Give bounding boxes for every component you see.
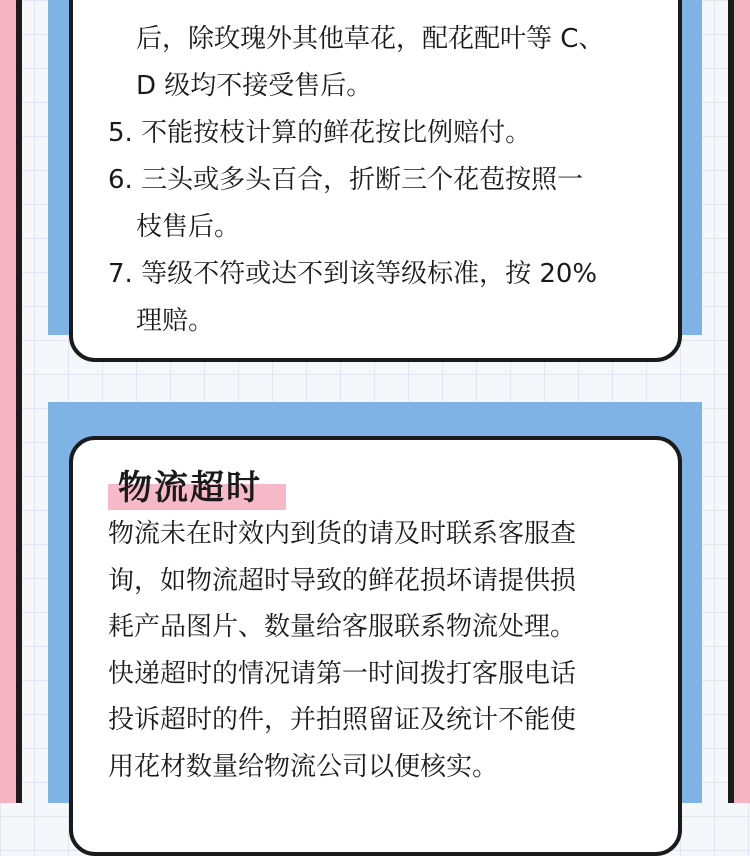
right-dark-border bbox=[728, 0, 734, 803]
policy-line: 枝售后。 bbox=[136, 212, 241, 242]
right-pink-border bbox=[734, 0, 750, 803]
left-dark-border bbox=[16, 0, 22, 803]
section-title: 物流超时 bbox=[118, 468, 262, 508]
policy-line: D 级均不接受售后。 bbox=[136, 71, 373, 101]
policy-line: 后，除玫瑰外其他草花，配花配叶等 C、 bbox=[136, 24, 605, 54]
logistics-body bbox=[108, 511, 710, 790]
body-line: 投诉超时的件，并拍照留证及统计不能使 bbox=[108, 705, 577, 735]
logistics-heading bbox=[108, 462, 262, 514]
left-pink-border bbox=[0, 0, 16, 803]
body-line: 快递超时的情况请第一时间拨打客服电话 bbox=[108, 658, 577, 689]
body-line: 物流未在时效内到货的请及时联系客服查 bbox=[108, 519, 577, 549]
body-line: 询，如物流超时导致的鲜花损坏请提供损 bbox=[108, 565, 577, 596]
policy-item-6: 6. 三头或多头百合，折断三个花苞按照一 bbox=[108, 165, 584, 195]
policy-item-5: 5. 不能按枝计算的鲜花按比例赔付。 bbox=[108, 118, 532, 148]
body-line: 耗产品图片、数量给客服联系物流处理。 bbox=[108, 612, 577, 642]
body-line: 用花材数量给物流公司以便核实。 bbox=[108, 751, 499, 782]
policy-list bbox=[108, 16, 710, 345]
policy-line: 理赔。 bbox=[136, 306, 215, 336]
policy-item-7: 7. 等级不符或达不到该等级标准，按 20% bbox=[108, 259, 598, 289]
